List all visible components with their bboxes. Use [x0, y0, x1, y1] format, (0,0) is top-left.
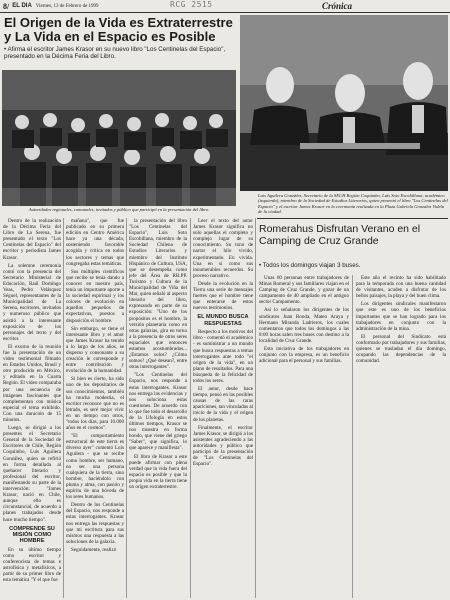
- paragraph: Finalmente, el escritor James Krasor, se dirigió a los asistentes agradeciendo a las autoridades y público que participó de la presentación de "Los Centinelas del Espacio".: [193, 424, 253, 468]
- paragraph: Así lo señalaron los dirigentes de los sindicatos Juan Ronda, Mateo Araya y Hermann Miranda Ladrieros, los cuales comentaron que todos los domingos a las 8:00 horas salen tres buses con destino a la localidad de Cruz Grande.: [259, 307, 349, 344]
- paragraph: El autor, desde hace tiempo, pensó en las posibles causas de las raras apariciones, tan vinculadas al inicio de la vida y el origen de los planetas.: [193, 386, 253, 423]
- page-number: 8/: [3, 1, 10, 11]
- paragraph: El libro de Krasor a este puede afirmar con plena verdad que la vida fuera del espacio es posible y que la propia vida en la tierra tiene un origen extraterrestre.: [129, 453, 187, 491]
- article2-column-1: [259, 275, 349, 366]
- issue-date: Viernes, 13 de Febrero de 1999: [35, 3, 99, 9]
- column-divider: [255, 218, 256, 598]
- paragraph: Seguidamente, realizó: [71, 546, 117, 553]
- column-divider: [190, 218, 191, 598]
- article1-column-2: [66, 218, 124, 555]
- paragraph: Dentro de los Centinelas del Espacio, nos responde a estas interrogantes. Krasor nos entrega las respuestas y que mi escritura para sus mismos una respuesta a las soluciones de la galaxia.: [66, 502, 124, 545]
- column-divider: [63, 218, 64, 598]
- paragraph: Esta iniciativa de los trabajadores en conjunto con la empresa, es un beneficio adicional para el personal y sus familias.: [259, 346, 349, 365]
- masthead-rule: [0, 12, 450, 13]
- article1-column-4: [193, 218, 253, 469]
- article1-column-1: [3, 218, 61, 585]
- paragraph: Los dirigentes sindicales manifestaron que este es uno de los beneficios importantes que se han logrado para los trabajadores en conjunto con la administración de la mina.: [356, 301, 446, 332]
- paragraph: Sin embargo, se tiene el interesante libro y el amor que James Krasor ha tenido a lo largo de los años, se disperso y consonante a su creación le corresponde y entre contribución y evolución de la humanidad.: [66, 325, 124, 375]
- paragraph: Dentro de la realización de la Décima Feria del Libro de La Serena, fue presentado el texto "Los Centinelas del Espacio" del escritor y periodista James Krasor.: [3, 218, 61, 261]
- paragraph: "Los Centinelas del Espacio, nos responde a estas interrogantes. Krasor nos entrega las evidencias y nos soluciona estas cuestiones. De acuerdo con lo que fue todo el desarrollo de la Ufología en estos últimos tiempos, Krasor se nos muestra en forma hondo, que viene del griego "Saber", que significa, lo que aparece y manifiesta".: [129, 372, 187, 452]
- column-divider: [352, 275, 353, 598]
- paragraph: Unas 60 personas entre trabajadores de Minas Romeral y sus familiares viajan en el Camping de Cruz Grande, y gozar de un campamento de 40 ampliado en el antiguo sector Campamento.: [259, 275, 349, 306]
- section-name: Crónica: [322, 1, 353, 11]
- speakers-photo: [240, 15, 448, 191]
- article1-headline: El Origen de la Vida es Extraterrestre y La Vida en el Espacio es Posible: [4, 15, 233, 44]
- subheading: COMPRENDE SU MISIÓN COMO HOMBRE: [9, 525, 55, 545]
- subheading: EL MUNDO BUSCA RESPUESTAS: [197, 314, 249, 327]
- paragraph: Sus múltiples científicos que recibe se tenía dando a conocer en nuestro país, tenía un importante aporte a la sociedad espiritual y los colores de evolución en aquellos pequeños de expectativas, puestos a disposición el hombre.: [66, 268, 124, 324]
- audience-photo: [2, 70, 236, 206]
- paragraph: Luego, se dirigió a los presentes el Secretario General de la Sociedad de Escritores de Chile, Región Coquimbo, Luis Aguilera González, quien se refirió en forma detallada al quehacer literario y profesional del escritor, manifestando su parte de la intervención: "James Krasor, nació en Chile, aunque ello es circunstancial, de acuerdo a planes trabajados desde hace mucho tiempo".: [3, 425, 61, 523]
- masthead: [0, 0, 450, 12]
- paragraph: La solemne ceremonia contó con la presencia del Secretario Ministerial de Educación, Raúl Domingo Veas, Pedro Velásquez Séguel, representantes de la Municipalidad de La Serena, escritores, invitados y numeroso público que asistió a la interesante exposición de los personajes del texto y del escritor.: [3, 262, 61, 342]
- paragraph: En su último tiempo como escritor y conferencista de temas e astrofísica y metafísicos, a partir de su primer libro de esta temática "Y el que fue: [3, 546, 61, 584]
- speakers-photo-caption: Luis Aguilera González, Secretario de la SECH Región Coquimbo, Luis Soto Escobillana, académico (izquierda), miembro de la Sociedad de Estudios Literarios, quien presentó el libro "Los Centinelas del Espacio" y el escritor James Krasor en la ceremonia realizada en la Plaza Gabriela Gonzalez Videla de la ciudad.: [258, 193, 448, 215]
- paragraph: El personal del Sindicato está conformado por trabajadores y sus familias, quienes se trasladan el día domingo, ocupando las dependencias de la comunidad.: [356, 333, 446, 365]
- paragraph: mañana", que fue publicado en su primera edición en Centro América hace ya una década, sosteniendo favorable acogida y crítica en todos los sectores y temas que congregaba estas temáticas.: [66, 218, 124, 267]
- paragraph: "El comportamiento estructural de este tierra es diverso ayer" comentó Luis Aguilera - que se recibe como hombre, ser humano, no ser una persona cualquiera de la tierra, sino hombre, haciéndolo con pluma y alma, con pasión y espíritu de una bóveda de los seres humanos.: [66, 433, 124, 501]
- paragraph: Si bien es cierto, ha sido uno de los depositarios de sus conocimientos, también ha mucha modestia, el escritor reconoce que no es letrado, es seré mejor vivir en un tiempo con otros, "todos los días, para 10.000 años en el cosmos".: [66, 376, 124, 432]
- column-divider: [126, 218, 127, 598]
- audience-photo-caption: Autoridades regionales, comunales, invitados y público que participó en la presentación del libro.: [28, 207, 210, 212]
- article1-column-3: [129, 218, 187, 492]
- paragraph: la presentación del libro "Los Centinelas del Espacio", Luis Soto Escobillana, miembro de la Sociedad Chilena de Estudios Literarios y miembro del Instituto Hispánico de Cultura, USA, que se desempeña como jefe del Área de RR.PP. Turismo y Cultura de la Municipalidad de Viña del Mar, quien señaló al aspecto literario del libro, expresando en parte de su exposición: "Uno de los propósitos es el hombre, la versión planetaria como en otras galaxias, gira en torno a la presencia de otros seres espaciales que entonces estamos acostumbrados... ¿Estamos solos? ¿Cómo somos? ¿Qué desean?, entre otras interrogantes".: [129, 218, 187, 371]
- paragraph: El exorno de la reunión fue la presentación de un video testimonial filmado en Estados Unidos, Brasil y otro producido en México, y editado en la Cuarta Región. El video comparaba por una secuencia de imágenes fascinantes que complementan con música especial el tema exhibido. Con una duración de 15 minutos.: [3, 343, 61, 423]
- paragraph: Leer el texto del autor James Krasor significa no solo aquellas el completo y complejo lugar de su conocimiento. Su tono de narrar el hilo vivido, experimentado. En vivida. Una en si como sus innumerables recuerdos. Su proceso narrativo.: [193, 218, 253, 279]
- article1-deck: • Afirma el escritor James Krasor en su nuevo libro "Los Centinelas del Espacio", presentado en la Décima Feria del Libro.: [4, 46, 226, 61]
- article2-top-rule: [257, 218, 448, 219]
- newspaper-name: EL DIA: [12, 3, 32, 9]
- article2-deck: • Todos los domingos viajan 3 buses.: [259, 262, 361, 269]
- article2-column-2: [356, 275, 446, 366]
- paragraph: Desde la evolución en la Tierra una serie de mensajes fuertes que el hombre tiene que enterarse de estos nuevos testimonios.: [193, 280, 253, 312]
- paragraph: Respecto a los motivos del libro - comentó el académico - es suministrar a un mundo que busca respuestas a temas interrogantes ante todo "el origen de la vida", en un plano de resultados. Para una búsqueda de la felicidad de todos los seres.: [193, 329, 253, 384]
- archive-stamp: RCG 2515: [170, 0, 213, 9]
- article2-headline: Romerahus Disfrutan Verano en el Camping de Cruz Grande: [259, 223, 421, 247]
- paragraph: Este año el recinto ha sido habilitado para la temporada con una buena cantidad de visitantes, acuden a disfrutar de los bellos paisajes, la playa y del buen clima.: [356, 275, 446, 300]
